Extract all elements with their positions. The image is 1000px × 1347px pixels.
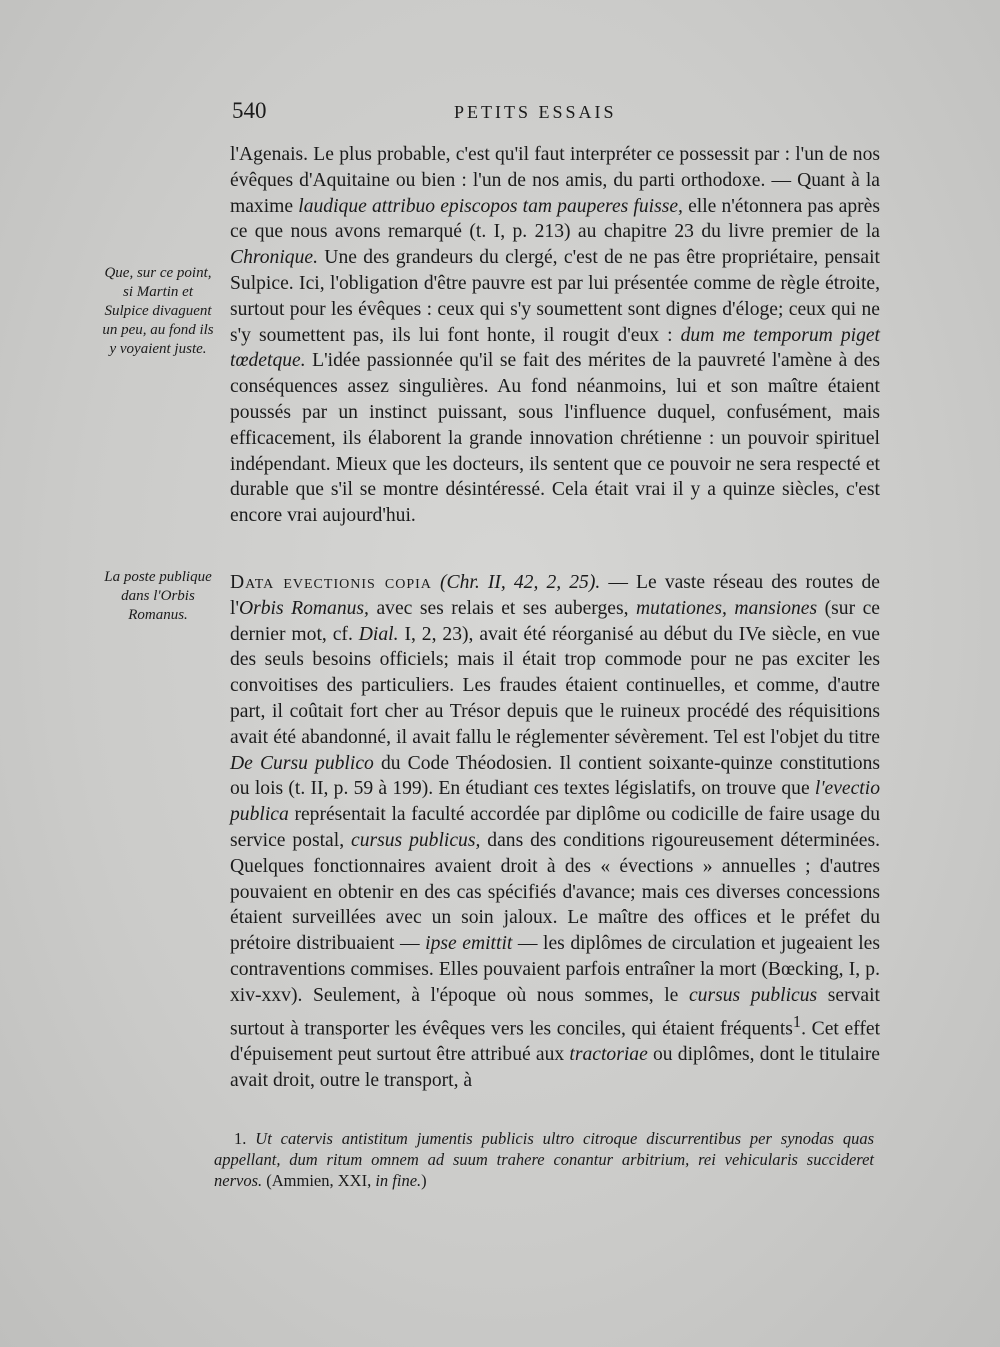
latin-term: cursus publicus, (351, 829, 481, 851)
running-head: PETITS ESSAIS (454, 102, 617, 122)
latin-term: ipse emittit (425, 933, 513, 955)
latin-term: tractoriae (569, 1043, 648, 1065)
paragraph-public-post (230, 570, 880, 1093)
text: l'Agenais. Le plus probable, c'est qu'il faut interpréter ce possessit par : l'un de nos évêques d'Aquitaine ou bien : l'un de nos amis, du parti orthodoxe. — Quant à la maxime (230, 144, 880, 217)
section-heading: Data evectionis copia (230, 572, 432, 593)
latin-term: mutationes, mansiones (636, 597, 818, 619)
text: I, 2, 23), avait été réorganisé au début du IVe siècle, en vue des seuls besoins officiels; mais il était trop commode pour ne pas exciter les convoitises des particuliers. Les fraudes étaient continuelles, et comme, d'autre part, il coûtait fort cher au Trésor depuis que le ruineux procédé des réquisitions avait été abandonné, il avait fallu le réglementer sévèrement. Tel est l'objet du titre (230, 623, 880, 748)
text: servait surtout à transporter les évêques vers les conciles, qui étaient fréquents (230, 984, 880, 1040)
footnote-latin: Ut catervis antistitum jumentis publicis ultro citroque discurrentibus per synodas quas appellant, dum ritum omnem ad suum trahere conantur arbitrium, rei vehicularis succideret nervos. (214, 1129, 875, 1190)
footnote (214, 1128, 874, 1191)
footnote-infine: in fine. (375, 1171, 422, 1190)
text: ou diplômes, dont le titulaire avait droit, outre le transport, à (230, 1043, 880, 1091)
footnote-number: 1. (234, 1129, 247, 1148)
footnote-close: ) (421, 1171, 427, 1190)
book-title: De Cursu publico (230, 752, 374, 774)
citation: (Chr. II, 42, 2, 25). (431, 572, 601, 593)
text: (sur ce dernier mot, cf. (230, 597, 881, 645)
footnote-source: (Ammien, XXI, (262, 1171, 376, 1190)
latin-term: l'evectio publica (230, 778, 880, 826)
book-title: Dial. (358, 623, 399, 645)
text: avec ses relais et ses auberges, (368, 597, 637, 619)
text: — Le vaste réseau des routes de l' (230, 572, 880, 619)
text: représentait la faculté accordée par diplôme ou codicille de faire usage du service postal, (230, 804, 880, 851)
text: du Code Théodosien. Il contient soixante-quinze constitutions ou lois (t. II, p. 59 à 199). En étudiant ces textes législatifs, on trouve que (230, 752, 880, 800)
text: . Cet effet d'épuisement peut surtout être attribué aux (230, 1018, 881, 1065)
text: — les diplômes de circulation et jugeaient les contraventions commises. Elles pouvaient parfois entraîner la mort (Bœcking, I, p. xiv-xxv). Seulement, à l'époque où nous sommes, le (230, 933, 880, 1006)
text: dans des conditions rigoureusement déterminées. Quelques fonctionnaires avaient droit à des « évections » annuelles ; d'autres pouvaient en obtenir en des cas spécifiés d'avance; mais ces diverses concessions étaient surveillées avec un soin jaloux. Le maître des offices et le préfet du prétoire distribuaient — (230, 829, 881, 955)
footnote-marker: 1 (792, 1011, 802, 1031)
latin-term: Orbis Romanus, (238, 597, 369, 619)
latin-term: cursus publicus (688, 984, 818, 1006)
latin-quote: dum me temporum piget tœdetque. (230, 324, 881, 372)
margin-note-poverty: Que, sur ce point, si Martin et Sulpice divaguent un peu, au fond ils y voyaient juste. (102, 265, 214, 357)
margin-note-public-post: La poste publique dans l'Orbis Romanus. (104, 569, 212, 623)
book-title: Chronique. (230, 247, 318, 269)
latin-quote: laudique attribuo episcopos tam pauperes fuisse, (298, 195, 683, 217)
page-header (232, 98, 872, 128)
text: elle n'étonnera pas après ce que nous avons remarqué (t. I, p. 213) au chapitre 23 du livre premier de la (230, 195, 880, 243)
text: Une des grandeurs du clergé, c'est de ne pas être propriétaire, pensait Sulpice. Ici, l'obligation d'être pauvre est par lui présentée comme de règle étroite, surtout pour les évêques : ceux qui s'y soumettent sont dignes d'éloge; ceux qui ne s'y soumettent pas, ils lui font honte, il rougit d'eux : (230, 247, 880, 346)
paragraph-poverty (230, 142, 880, 529)
text: L'idée passionnée qu'il se fait des mérites de la pauvreté l'amène à des conséquences assez singulières. Au fond néanmoins, lui et son maître étaient poussés par un instinct puissant, sous l'influence duquel, confusément, mais efficacement, ils élaborent la grande innovation chrétienne : un pouvoir spirituel indépendant. Mieux que les docteurs, ils sentent que ce pouvoir ne sera respecté et durable que s'il se montre désintéressé. Cela était vrai il y a quinze siècles, c'est encore vrai aujourd'hui. (230, 350, 880, 527)
page-number: 540 (232, 98, 267, 123)
